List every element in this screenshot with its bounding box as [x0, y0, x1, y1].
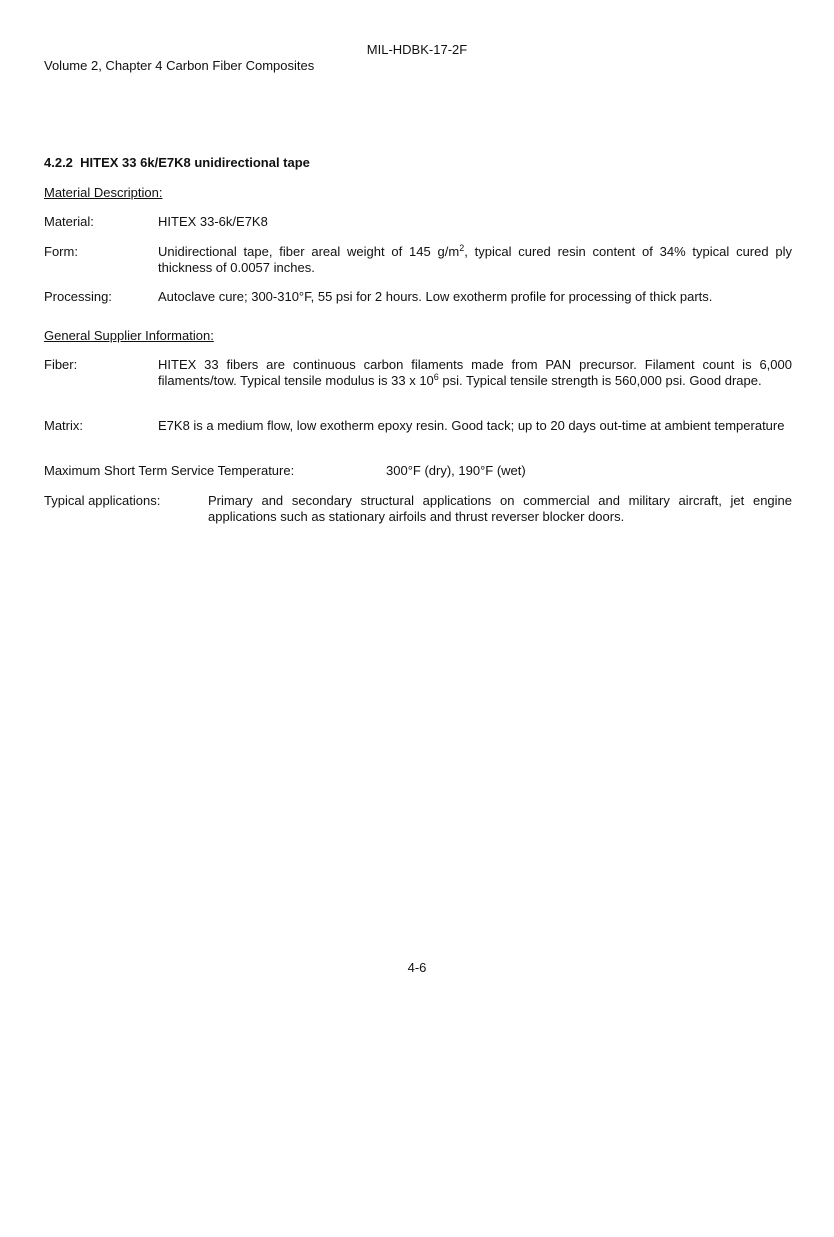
fiber-text-part-2: psi. Typical tensile strength is 560,000 psi. Good drape.	[438, 373, 762, 388]
fiber-text-part-1: HITEX 33 fibers are continuous carbon filaments made from PAN precursor. Filament count is 6,000 filaments/tow. Typical tensile modulus is 33 x 10	[158, 357, 792, 388]
page-number: 4-6	[407, 960, 427, 975]
applications-label: Typical applications:	[44, 493, 161, 508]
processing-value: Autoclave cure; 300-310°F, 55 psi for 2 hours. Low exotherm profile for processing of thick parts.	[158, 289, 713, 304]
max-temp-label: Maximum Short Term Service Temperature:	[44, 463, 295, 478]
form-label: Form:	[44, 244, 78, 259]
matrix-value: E7K8 is a medium flow, low exotherm epoxy resin. Good tack; up to 20 days out-time at ambient temperature	[158, 418, 785, 433]
section-heading	[44, 155, 310, 171]
material-value: HITEX 33-6k/E7K8	[158, 214, 268, 229]
max-temp-value: 300°F (dry), 190°F (wet)	[386, 463, 526, 478]
chapter-title: Volume 2, Chapter 4 Carbon Fiber Composites	[44, 58, 315, 73]
form-text-part-2: , typical cured resin content of 34% typical cured ply thickness of 0.0057 inches.	[158, 244, 792, 275]
section-number: 4.2.2	[44, 155, 73, 170]
form-text-part-1: Unidirectional tape, fiber areal weight of 145 g/m	[158, 244, 460, 259]
material-description-heading: Material Description:	[44, 185, 163, 200]
applications-value: Primary and secondary structural applications on commercial and military aircraft, jet engine applications such as stationary airfoils and thrust reverser blocker doors.	[208, 493, 792, 524]
processing-label: Processing:	[44, 289, 112, 304]
form-superscript: 2	[459, 243, 465, 253]
fiber-superscript: 6	[433, 372, 439, 382]
matrix-label: Matrix:	[44, 418, 83, 433]
form-value	[158, 244, 792, 276]
fiber-label: Fiber:	[44, 357, 78, 372]
document-id: MIL-HDBK-17-2F	[366, 42, 468, 57]
fiber-value	[158, 357, 792, 389]
material-label: Material:	[44, 214, 94, 229]
section-title: HITEX 33 6k/E7K8 unidirectional tape	[80, 155, 310, 170]
supplier-info-heading: General Supplier Information:	[44, 328, 214, 343]
